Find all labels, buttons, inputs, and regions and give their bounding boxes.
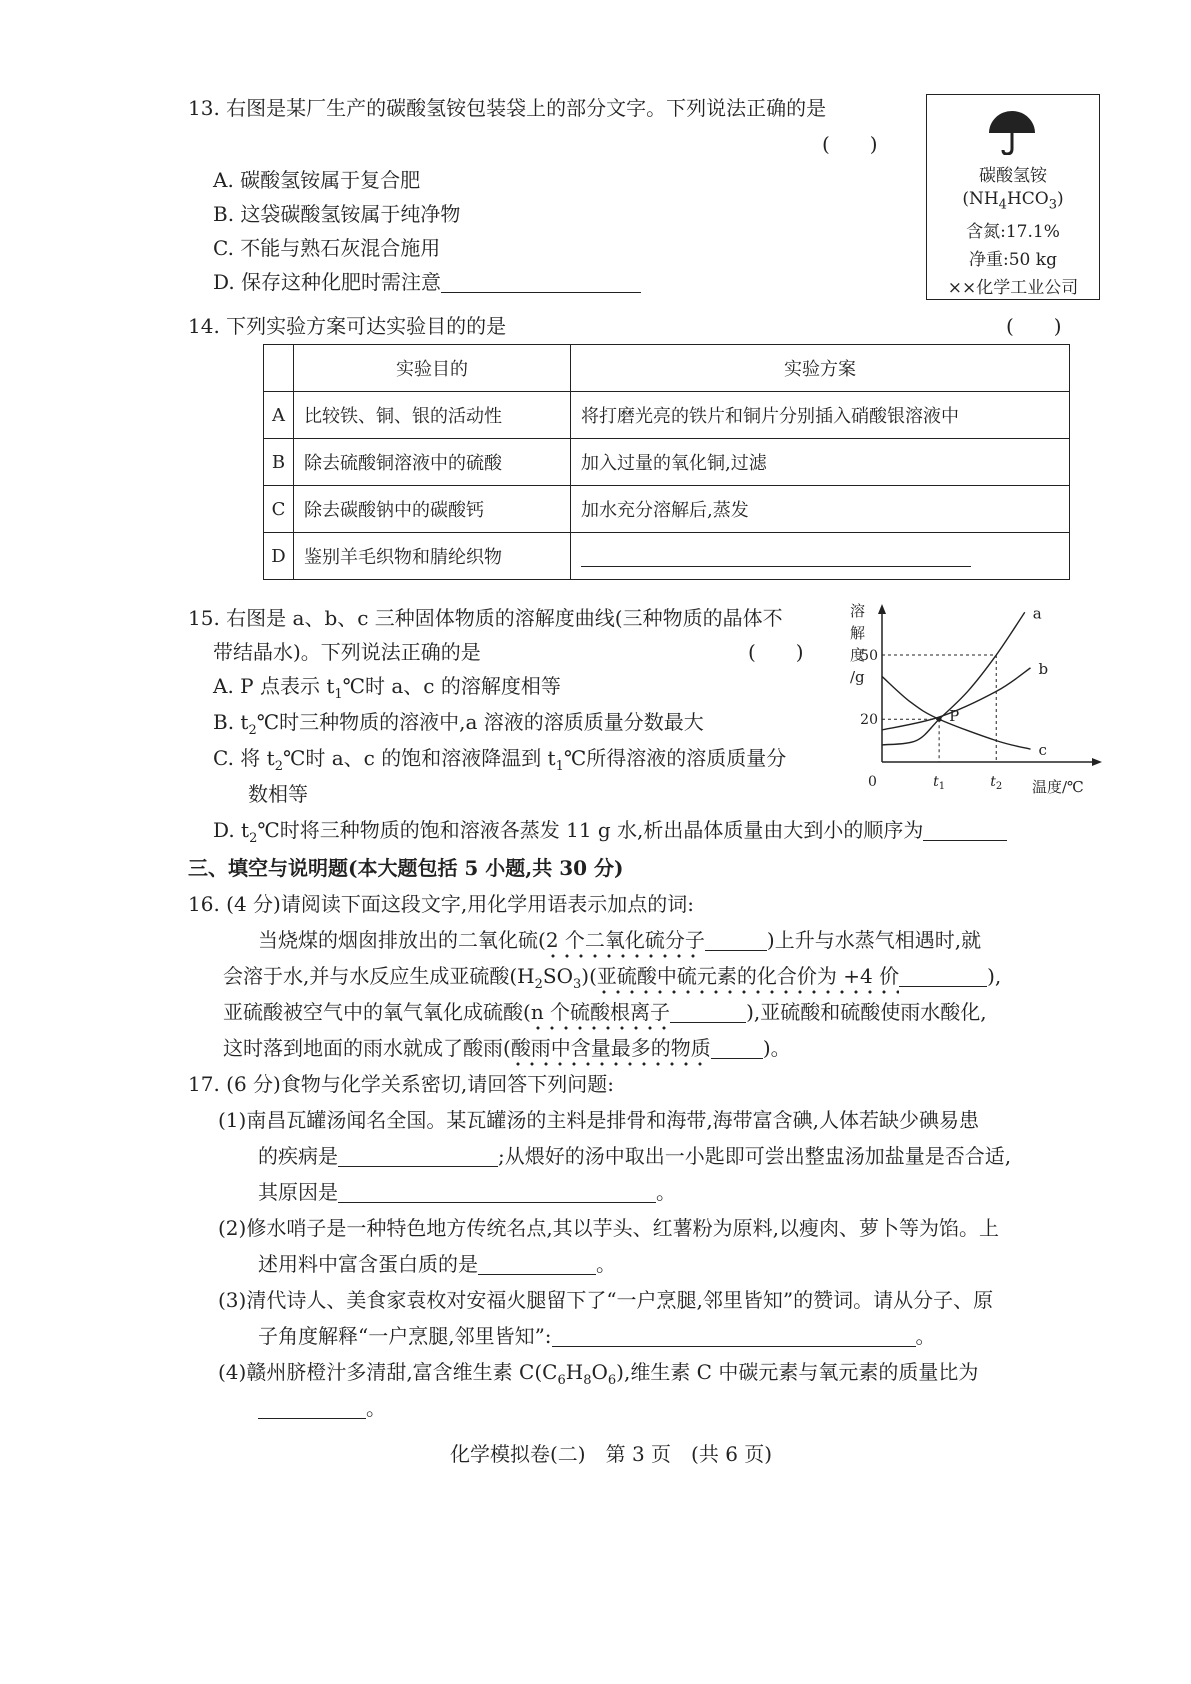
q15-option-d: D. $t_2℃$时将三种物质的饱和溶液各蒸发 11 g 水,析出晶体质量由大到小的顺序为 (213, 814, 1007, 846)
q16-blank-2[interactable] (899, 964, 987, 987)
curve-label-a: a (1032, 604, 1042, 623)
q13-stem: 13. 右图是某厂生产的碳酸氢铵包装袋上的部分文字。下列说法正确的是 (188, 96, 827, 120)
q15-option-a: A. P 点表示 $t_1℃$时 a、c 的溶解度相等 (213, 674, 561, 702)
q13-option-a: A. 碳酸氢铵属于复合肥 (213, 168, 421, 192)
row-key: B (264, 439, 294, 486)
label-company: ××化学工业公司 (947, 278, 1079, 298)
q15-stem-line1: 15. 右图是 a、b、c 三种固体物质的溶解度曲线(三种物质的晶体不 (188, 606, 783, 630)
q17-stem: 17. (6 分)食物与化学关系密切,请回答下列问题: (188, 1072, 614, 1096)
row-key: C (264, 486, 294, 533)
q13-d-blank[interactable] (441, 270, 641, 293)
q15-option-c: C. 将 $t_2℃$时 a、c 的饱和溶液降温到 $t_1℃$所得溶液的溶质质量分 (213, 746, 787, 774)
label-nitrogen: 含氮:17.1% (966, 222, 1060, 242)
q16-line2: 会溶于水,并与水反应生成亚硫酸$(H_2SO_3)$(亚硫酸中硫元素的化合价为 +4 价 ), (223, 960, 1001, 992)
point-p-label: P (949, 707, 960, 726)
row-key: A (264, 392, 294, 439)
q17-blank-explain[interactable] (552, 1324, 916, 1347)
q17-part3-line1: (3)清代诗人、美食家袁枚对安福火腿留下了“一户烹腿,邻里皆知”的赞词。请从分子、原 (218, 1288, 994, 1312)
table-row (264, 486, 1070, 533)
q14-answer-paren: ( ) (1006, 314, 1062, 338)
q17-part1-line1: (1)南昌瓦罐汤闻名全国。某瓦罐汤的主料是排骨和海带,海带富含碘,人体若缺少碘易患 (218, 1108, 980, 1132)
q14-stem: 14. 下列实验方案可达实验目的的是 (188, 314, 507, 338)
q16-blank-1[interactable] (705, 928, 767, 951)
q13-option-c: C. 不能与熟石灰混合施用 (213, 236, 441, 260)
row-plan: 将打磨光亮的铁片和铜片分别插入硝酸银溶液中 (571, 392, 1070, 439)
y-tick-50: 50 (860, 648, 878, 665)
chart-labels (850, 602, 1084, 796)
q13-answer-paren: ( ) (822, 132, 878, 156)
y-axis-arrow (878, 604, 886, 614)
table-header-row (264, 345, 1070, 392)
q17-part1-line3: 其原因是 。 (258, 1180, 676, 1204)
q17-blank-disease[interactable] (338, 1144, 498, 1167)
q16-line4: 这时落到地面的雨水就成了酸雨(酸雨中含量最多的物质 )。 (223, 1032, 791, 1061)
curve-label-c: c (1038, 741, 1047, 760)
q16-line1: 当烧煤的烟囱排放出的二氧化硫(2 个二氧化硫分子 )上升与水蒸气相遇时,就 (258, 924, 981, 953)
row-goal: 除去碳酸钠中的碳酸钙 (294, 486, 571, 533)
curve-label-b: b (1038, 659, 1049, 678)
umbrella-icon (987, 109, 1037, 155)
table-row (264, 533, 1070, 580)
experiment-table (263, 344, 1070, 580)
q17-blank-reason[interactable] (338, 1180, 656, 1203)
x-tick-t2: $t_2$ (990, 774, 1003, 792)
q17-part4-line2: 。 (258, 1392, 386, 1421)
row-plan (571, 533, 1070, 580)
q13-option-d: D. 保存这种化肥时需注意 (213, 266, 641, 295)
fertilizer-label (926, 94, 1100, 300)
x-axis-arrow (1092, 758, 1102, 766)
q15-option-b: B. $t_2℃$时三种物质的溶液中,a 溶液的溶质质量分数最大 (213, 710, 704, 738)
y-axis-label-1: 解 (850, 624, 866, 642)
q16-blank-3[interactable] (670, 1000, 746, 1023)
row-goal: 鉴别羊毛织物和腈纶织物 (294, 533, 571, 580)
chart-guides (882, 655, 996, 762)
q15-d-blank[interactable] (923, 818, 1007, 841)
q16-blank-4[interactable] (711, 1036, 763, 1059)
label-weight: 净重:50 kg (969, 250, 1057, 270)
q17-part2-line2: 述用料中富含蛋白质的是 。 (258, 1252, 616, 1276)
label-product-name: 碳酸氢铵 (979, 166, 1047, 186)
label-formula: $(NH_4HCO_3)$ (962, 189, 1064, 213)
x-tick-t1: $t_1$ (933, 774, 946, 792)
page-footer: 化学模拟卷(二) 第 3 页 (共 6 页) (450, 1442, 773, 1466)
row-goal: 除去硫酸铜溶液中的硫酸 (294, 439, 571, 486)
q17-part4-line1: (4)赣州脐橙汁多清甜,富含维生素 $C(C_6H_8O_6)$,维生素 C 中碳元素与氧元素的质量比为 (218, 1360, 979, 1388)
q15-option-c-line2: 数相等 (248, 782, 308, 806)
table-header-plan: 实验方案 (571, 345, 1070, 392)
solubility-chart (848, 602, 1110, 800)
q13-option-b: B. 这袋碳酸氢铵属于纯净物 (213, 202, 461, 226)
table-header-key (264, 345, 294, 392)
row-key: D (264, 533, 294, 580)
y-tick-20: 20 (860, 712, 878, 729)
point-p (937, 717, 942, 722)
q16-line3: 亚硫酸被空气中的氧气氧化成硫酸(n 个硫酸根离子 ),亚硫酸和硫酸使雨水酸化, (223, 996, 987, 1025)
y-axis-label-0: 溶 (850, 602, 866, 620)
row-plan: 加入过量的氧化铜,过滤 (571, 439, 1070, 486)
x-axis-label: 温度/℃ (1032, 778, 1084, 796)
table-row (264, 392, 1070, 439)
section3-title: 三、填空与说明题(本大题包括 5 小题,共 30 分) (188, 856, 624, 880)
q17-part1-line2: 的疾病是 ;从煨好的汤中取出一小匙即可尝出整盅汤加盐量是否合适, (258, 1144, 1012, 1168)
table-header-goal: 实验目的 (294, 345, 571, 392)
row-goal: 比较铁、铜、银的活动性 (294, 392, 571, 439)
origin-label: 0 (868, 774, 877, 790)
q17-blank-ratio[interactable] (258, 1396, 366, 1419)
y-axis-label-3: /g (850, 668, 865, 686)
q17-part3-line2: 子角度解释“一户烹腿,邻里皆知”: 。 (258, 1324, 936, 1348)
chart-curves (882, 612, 1031, 749)
q14-d-blank[interactable] (581, 544, 971, 567)
q15-stem-line2: 带结晶水)。下列说法正确的是 (213, 640, 481, 664)
q17-blank-protein[interactable] (478, 1252, 596, 1275)
q17-part2-line1: (2)修水哨子是一种特色地方传统名点,其以芋头、红薯粉为原料,以瘦肉、萝卜等为馅。上 (218, 1216, 1000, 1240)
table-row (264, 439, 1070, 486)
y-axis-label-2: 度 (850, 646, 866, 664)
q16-stem: 16. (4 分)请阅读下面这段文字,用化学用语表示加点的词: (188, 892, 694, 916)
q15-answer-paren: ( ) (748, 640, 804, 664)
row-plan: 加水充分溶解后,蒸发 (571, 486, 1070, 533)
